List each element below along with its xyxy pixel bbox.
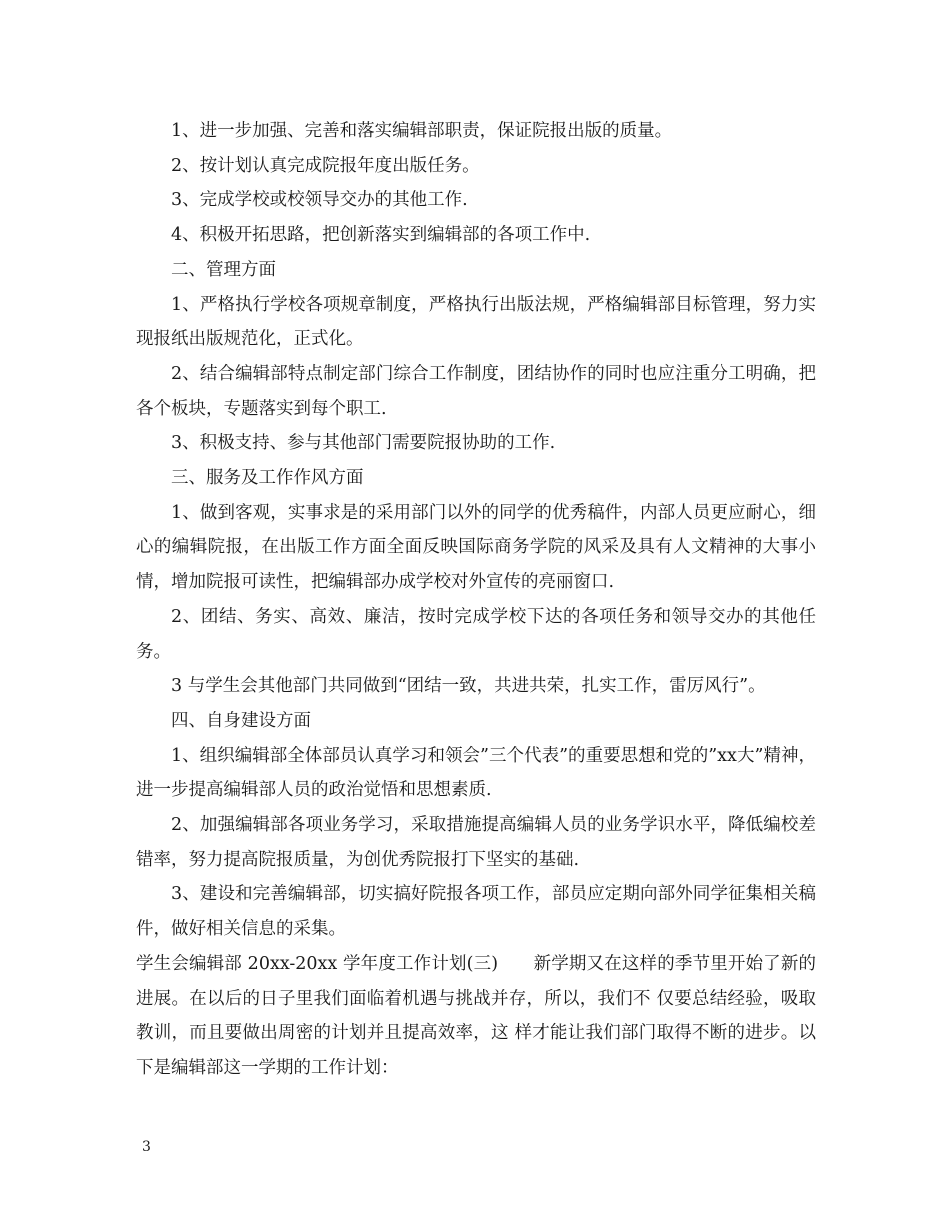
paragraph: 3 与学生会其他部门共同做到“团结一致，共进共荣，扎实工作，雷厉风行”。 [171, 676, 766, 697]
page-number: 3 [142, 1139, 151, 1155]
paragraph: 1、做到客观，实事求是的采用部门以外的同学的优秀稿件，内部人员更应耐心，细心的编辑院报，在出版工作方面全面反映国际商务学院的风采及具有人文精神的大事小情，增加院报可读性，把编辑部办成学校对外宣传的亮丽窗口. [136, 502, 816, 593]
paragraph: 2、团结、务实、高效、廉洁，按时完成学校下达的各项任务和领导交办的其他任务。 [136, 606, 816, 662]
paragraph: 3、建设和完善编辑部，切实搞好院报各项工作，部员应定期向部外同学征集相关稿件，做好相关信息的采集。 [136, 884, 816, 940]
paragraph: 2、结合编辑部特点制定部门综合工作制度，团结协作的同时也应注重分工明确，把各个板块，专题落实到每个职工. [136, 363, 816, 419]
paragraph: 1、进一步加强、完善和落实编辑部职责，保证院报出版的质量。 [171, 121, 673, 141]
paragraph: 4、积极开拓思路，把创新落实到编辑部的各项工作中. [171, 225, 591, 246]
paragraph: 2、加强编辑部各项业务学习，采取措施提高编辑人员的业务学识水平，降低编校差错率，努力提高院报质量，为创优秀院报打下坚实的基础. [136, 815, 816, 870]
document-body [136, 114, 816, 1086]
paragraph: 1、组织编辑部全体部员认真学习和领会”三个代表”的重要思想和党的”xx大”精神，进一步提高编辑部人员的政治觉悟和思想素质. [136, 745, 816, 801]
section-heading: 四、自身建设方面 [171, 710, 311, 731]
paragraph: 1、严格执行学校各项规章制度，严格执行出版法规，严格编辑部目标管理，努力实现报纸出版规范化，正式化。 [136, 294, 816, 350]
section-heading: 三、服务及工作作风方面 [171, 468, 364, 489]
paragraph: 3、积极支持、参与其他部门需要院报协助的工作. [171, 433, 556, 454]
paragraph: 2、按计划认真完成院报年度出版任务。 [171, 155, 480, 176]
section-heading: 二、管理方面 [171, 259, 276, 280]
plan-intro-paragraph: 学生会编辑部 20xx-20xx 学年度工作计划(三) 新学期又在这样的季节里开始了新的进展。在以后的日子里我们面临着机遇与挑战并存，所以，我们不 仅要总结经验，吸取教训，而且要做出周密的计划并且提高效率，这 样才能让我们部门取得不断的进步。以下是编辑部这一学期的工作计划： [136, 953, 816, 1078]
paragraph: 3、完成学校或校领导交办的其他工作. [171, 190, 468, 211]
